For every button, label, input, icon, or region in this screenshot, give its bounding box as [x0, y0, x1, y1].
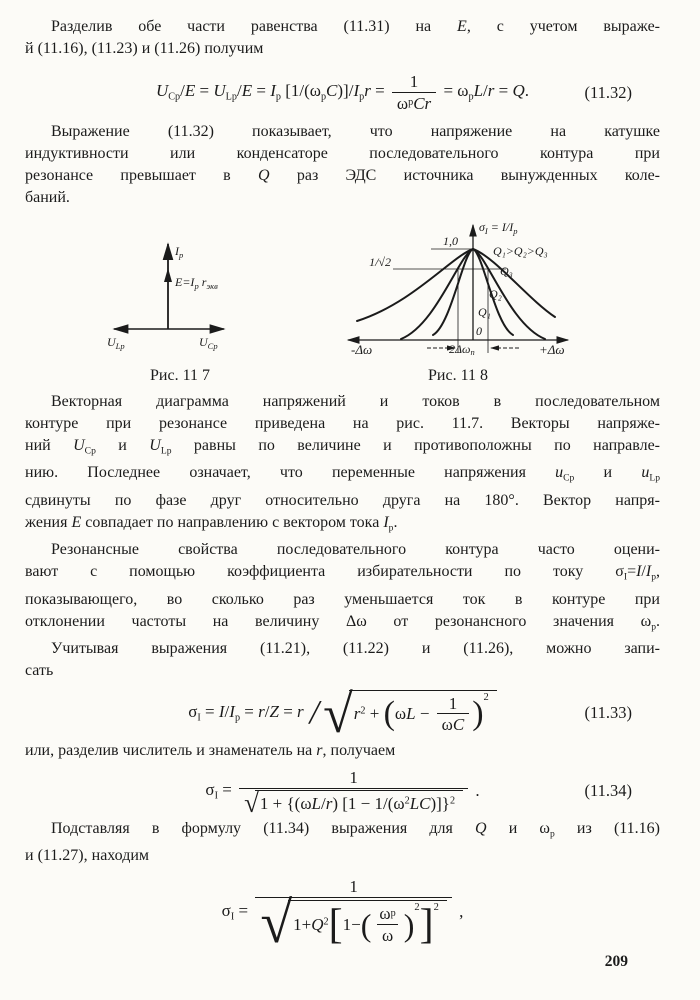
eq-expression: $r^2$ + — [353, 704, 384, 724]
fraction-denominator — [255, 889, 452, 955]
radicand — [349, 690, 497, 736]
eq-expression: = $\omega_рL/r = Q$. — [439, 81, 530, 103]
uc-vector-label: $U_{Cр}$ — [199, 335, 218, 352]
eq-expression: $1+Q^2$ — [293, 914, 329, 934]
q1-label: Q₁ — [478, 305, 491, 320]
page-number: 209 — [604, 952, 628, 970]
fraction-denominator: ω — [377, 924, 398, 946]
figures-row — [105, 217, 660, 385]
paragraph-selectivity — [25, 539, 660, 638]
q2-label: Q₂ — [489, 287, 502, 302]
fraction-numerator: 1 — [349, 877, 358, 897]
current-vector-label: $I_р$ — [175, 244, 184, 261]
big-fraction — [255, 877, 452, 955]
ul-vector-label: $U_{Lр}$ — [107, 335, 125, 352]
text-line: контуре при резонансе приведена на рис. 11.7. Векторы напряже- — [25, 415, 660, 433]
fraction-numerator: 1 — [349, 767, 358, 787]
equation-final — [25, 877, 660, 955]
text-line: и (11.27), находим — [25, 847, 150, 865]
fraction-numerator: 1 — [409, 72, 419, 91]
text-line: Векторная диаграмма напряжений и токов в последовательном — [51, 393, 660, 411]
right-paren: ) — [403, 906, 415, 943]
emf-vector-arrowhead — [164, 268, 172, 282]
fraction-denominator: ω р Cr — [392, 92, 436, 114]
radicand — [288, 900, 447, 947]
paragraph-intro — [25, 16, 660, 60]
minus-delta-omega-label: -Δω — [351, 342, 373, 358]
sigma-axis-label: $\sigma_I = I/I_р$ — [479, 220, 518, 237]
right-paren: ) — [472, 695, 484, 733]
text-line: вают с помощью коэффициента избирательности по току $\sigma_I=I/I_р$, — [25, 563, 660, 583]
equation-11-33 — [25, 683, 660, 744]
fraction-numerator: 1 — [448, 693, 458, 713]
big-slash: / — [309, 693, 320, 731]
text-line: Подставляя в формулу (11.34) выражения для Q и $\omega_р$ из (11.16) — [51, 820, 661, 840]
text-line: нию. Последнее означает, что переменные напряжения $u_{Cр}$ и $u_{Lр}$ — [25, 464, 660, 484]
level-1-label: 1,0 — [443, 234, 458, 249]
text-line: Учитывая выражения (11.21), (11.22) и (11.26), можно запи- — [51, 639, 660, 657]
eq-expression: . — [471, 780, 480, 800]
fraction-numerator: ω р — [379, 903, 396, 923]
fraction-denominator — [239, 787, 468, 818]
square-root — [260, 889, 447, 955]
text-line: Резонансные свойства последовательного контура часто оцени- — [51, 541, 660, 559]
big-fraction — [239, 767, 468, 818]
figure-11-7 — [105, 234, 255, 385]
equation-11-32 — [25, 72, 660, 113]
bandwidth-label: 2Δωп — [449, 342, 475, 358]
text-line: баний. — [25, 189, 70, 207]
fraction — [374, 904, 400, 945]
paragraph-substituting — [25, 818, 660, 867]
left-bracket: [ — [328, 901, 343, 948]
text-line: показывающего, во сколько раз уменьшается ток в контуре при — [25, 590, 660, 608]
resonance-curves-figure — [343, 217, 573, 359]
equation-body — [205, 767, 480, 818]
radical-sign: √ — [323, 683, 353, 744]
eq-expression: , — [454, 901, 464, 921]
right-bracket: ] — [419, 901, 434, 948]
fraction — [392, 72, 436, 113]
eq-expression: $\sigma_I$ = — [205, 779, 237, 802]
eq-expression: 1− — [342, 914, 361, 934]
equation-number: (11.33) — [584, 703, 632, 723]
equation-11-34 — [25, 767, 660, 818]
paragraph-expression-meaning — [25, 121, 660, 209]
radicand — [255, 790, 463, 815]
q-order-annotation: Q₁>Q₂>Q₃ — [493, 244, 548, 259]
square-root — [323, 683, 497, 744]
figure-11-7-caption: Рис. 11 7 — [150, 367, 210, 385]
equation-body — [156, 72, 529, 113]
q3-label: Q₃ — [500, 264, 513, 279]
radical-sign: √ — [244, 787, 259, 818]
emf-vector-label: $E=I_р$ $r_{экв}$ — [175, 275, 218, 292]
superscript-2: 2 — [483, 691, 489, 703]
text-line: ний $U_{Cр}$ и $U_{Lр}$ равны по величине и противоположны по направле- — [25, 437, 661, 457]
text-line: сать — [25, 661, 54, 679]
radical-sign: √ — [260, 889, 293, 955]
fraction — [437, 694, 470, 735]
text-line: Выражение (11.32) показывает, что напряжение на катушке — [51, 123, 660, 141]
text-line: отклонении частоты на величину Δω от резонансного значения $\omega_р$. — [25, 612, 660, 632]
superscript-2: 2 — [414, 901, 420, 913]
left-paren: ( — [383, 695, 395, 733]
left-paren: ( — [360, 906, 372, 943]
paragraph-considering — [25, 638, 660, 682]
eq-expression: $U_{Cр}/E = U_{Lр}/E = I_р$ $[1/(\omega_рC)]/I_рr$ = — [155, 81, 389, 103]
eq-expression: ωL − — [394, 704, 434, 724]
equation-body — [188, 683, 497, 744]
figure-11-8-caption: Рис. 11 8 — [428, 367, 488, 385]
text-line: жения E совпадает по направлению с вектором тока $I_р$. — [25, 513, 398, 534]
superscript-2: 2 — [433, 901, 439, 913]
plus-delta-omega-label: +Δω — [539, 342, 565, 358]
text-line: резонансе превышает в Q раз ЭДС источника вынужденных коле- — [25, 167, 660, 185]
text-line: или, разделив числитель и знаменатель на r, получаем — [25, 741, 396, 759]
text-line: й (11.16), (11.23) и (11.26) получим — [25, 40, 264, 57]
eq-expression: 1 + {(ωL/r) $[1 - 1/(\omega^2LC)]\}^2$ — [259, 793, 456, 813]
equation-number: (11.34) — [584, 781, 632, 801]
eq-expression: $\sigma_I$ = — [221, 900, 253, 923]
square-root — [244, 787, 463, 818]
text-line: Разделив обе части равенства (11.31) на E, с учетом выраже- — [51, 18, 661, 35]
figure-11-8 — [343, 217, 573, 385]
paragraph-vector-diagram — [25, 391, 660, 539]
fraction-denominator: ω C — [437, 713, 470, 735]
equation-body — [221, 877, 464, 955]
equation-number: (11.32) — [584, 82, 632, 102]
text-line: индуктивности или конденсаторе последовательного контура при — [25, 145, 660, 163]
level-sqrt2-label: 1/√2 — [369, 255, 391, 270]
vector-diagram-figure — [105, 234, 255, 359]
zero-label: 0 — [476, 324, 482, 339]
eq-expression: $\sigma_I = I/I_р = r/Z = r$ — [188, 701, 304, 724]
text-line: сдвинуты по фазе друг относительно друга на 180°. Вектор напря- — [25, 491, 660, 509]
